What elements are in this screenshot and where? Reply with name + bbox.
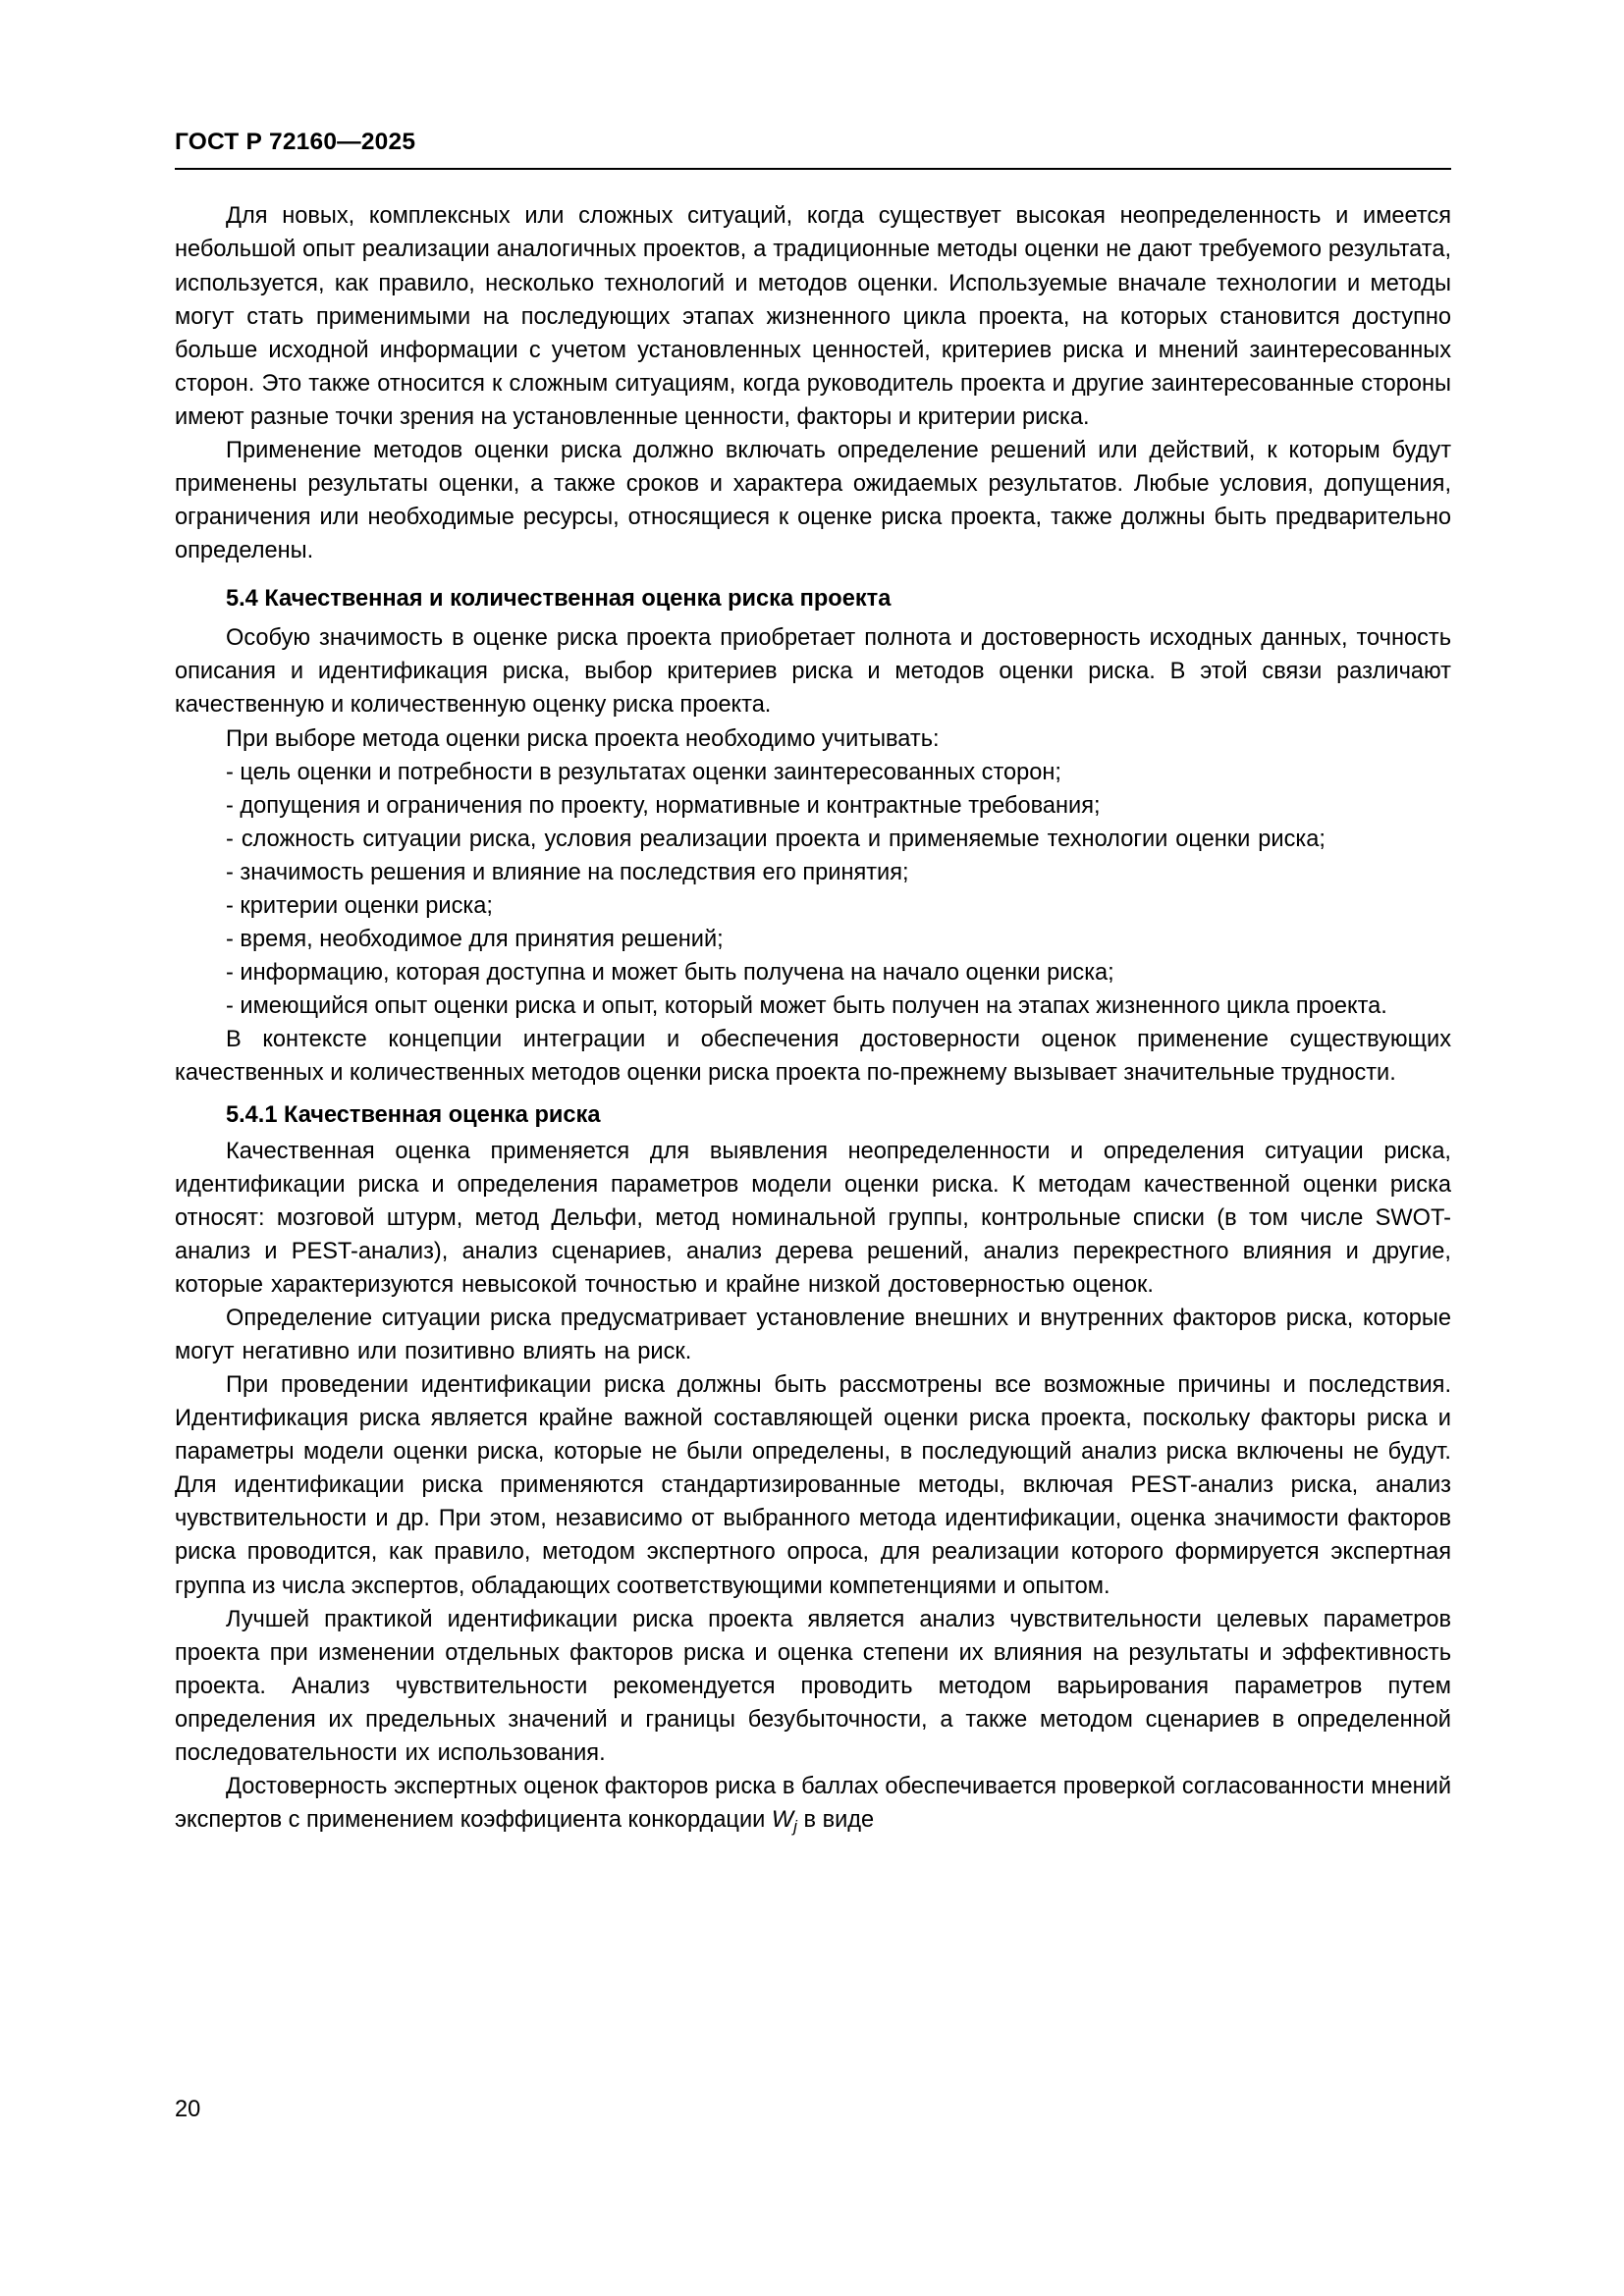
paragraph-8: При проведении идентификации риска должны быть рассмотрены все возможные причины и последствия. Идентификация риска является крайне важной составляющей оценки риска проекта, поскольку факторы риска и параметры модели оценки риска, которые не были определены, в последующий анализ риска включены не будут. Для идентификации риска применяются стандартизированные методы, включая PEST-анализ риска, анализ чувствительности и др. При этом, независимо от выбранного метода идентификации, оценка значимости факторов риска проводится, как правило, методом экспертного опроса, для реализации которого формируется экспертная группа из числа экспертов, обладающих соответствующими компетенциями и опытом. bbox=[175, 1372, 1451, 1599]
list-item: - время, необходимое для принятия решений; bbox=[226, 927, 724, 953]
list-item: - значимость решения и влияние на последствия его принятия; bbox=[226, 859, 909, 885]
concordance-coefficient-subscript: j bbox=[793, 1816, 797, 1836]
paragraph-1: Для новых, комплексных или сложных ситуаций, когда существует высокая неопределенность и имеется небольшой опыт реализации аналогичных проектов, а традиционные методы оценки не дают требуемого результата, используется, как правило, несколько технологий и методов оценки. Используемые вначале технологии и методы могут стать применимыми на последующих этапах жизненного цикла проекта, на которых становится доступно больше исходной информации с учетом установленных ценностей, критериев риска и мнений заинтересованных сторон. Это также относится к сложным ситуациям, когда руководитель проекта и другие заинтересованные стороны имеют разные точки зрения на установленные ценности, факторы и критерии риска. bbox=[175, 203, 1451, 430]
document-header-title: ГОСТ Р 72160—2025 bbox=[175, 129, 416, 155]
concordance-coefficient-symbol: W bbox=[771, 1807, 794, 1834]
body-text bbox=[175, 199, 1451, 1839]
header-rule bbox=[175, 168, 1451, 170]
section-heading-5-4-1: 5.4.1 Качественная оценка риска bbox=[226, 1102, 601, 1129]
paragraph-2: Применение методов оценки риска должно включать определение решений или действий, к которым будут применены результаты оценки, а также сроков и характера ожидаемых результатов. Любые условия, допущения, ограничения или необходимые ресурсы, относящиеся к оценке риска проекта, также должны быть предварительно определены. bbox=[175, 437, 1451, 564]
list-item: - информацию, которая доступна и может быть получена на начало оценки риска; bbox=[226, 960, 1114, 987]
page-number: 20 bbox=[175, 2097, 201, 2122]
paragraph-5: В контексте концепции интеграции и обеспечения достоверности оценок применение существующих качественных и количественных методов оценки риска проекта по-прежнему вызывает значительные трудности. bbox=[175, 1027, 1451, 1087]
paragraph-3: Особую значимость в оценке риска проекта приобретает полнота и достоверность исходных данных, точность описания и идентификация риска, выбор критериев риска и методов оценки риска. В этой связи различают качественную и количественную оценку риска проекта. bbox=[175, 625, 1451, 719]
list-item: - допущения и ограничения по проекту, нормативные и контрактные требования; bbox=[226, 792, 1101, 819]
paragraph-10-text-end: в виде bbox=[796, 1807, 875, 1834]
paragraph-10-text-start: Достоверность экспертных оценок факторов риска в баллах обеспечивается проверкой согласованности мнений экспертов с применением коэффициента конкордации bbox=[175, 1773, 1451, 1834]
page-content bbox=[175, 128, 1451, 1839]
list-item: - сложность ситуации риска, условия реализации проекта и применяемые технологии оценки риска; bbox=[226, 826, 1326, 852]
list-item: - имеющийся опыт оценки риска и опыт, который может быть получен на этапах жизненного цикла проекта. bbox=[226, 993, 1387, 1020]
paragraph-9: Лучшей практикой идентификации риска проекта является анализ чувствительности целевых параметров проекта при изменении отдельных факторов риска и оценка степени их влияния на результаты и эффективность проекта. Анализ чувствительности рекомендуется проводить методом варьирования параметров путем определения их предельных значений и границы безубыточности, а также методом сценариев в определенной последовательности их использования. bbox=[175, 1606, 1451, 1766]
section-heading-5-4: 5.4 Качественная и количественная оценка риска проекта bbox=[226, 586, 892, 613]
paragraph-10 bbox=[175, 1770, 1451, 1839]
paragraph-4: При выборе метода оценки риска проекта необходимо учитывать: bbox=[226, 725, 940, 752]
list-item: - цель оценки и потребности в результатах оценки заинтересованных сторон; bbox=[226, 759, 1061, 785]
list-item: - критерии оценки риска; bbox=[226, 892, 493, 919]
paragraph-7: Определение ситуации риска предусматривает установление внешних и внутренних факторов риска, которые могут негативно или позитивно влиять на риск. bbox=[175, 1305, 1451, 1364]
paragraph-6: Качественная оценка применяется для выявления неопределенности и определения ситуации риска, идентификации риска и определения параметров модели оценки риска. К методам качественной оценки риска относят: мозговой штурм, метод Дельфи, метод номинальной группы, контрольные списки (в том числе SWOT-анализ и PEST-анализ), анализ сценариев, анализ дерева решений, анализ перекрестного влияния и другие, которые характеризуются невысокой точностью и крайне низкой достоверностью оценок. bbox=[175, 1138, 1451, 1298]
